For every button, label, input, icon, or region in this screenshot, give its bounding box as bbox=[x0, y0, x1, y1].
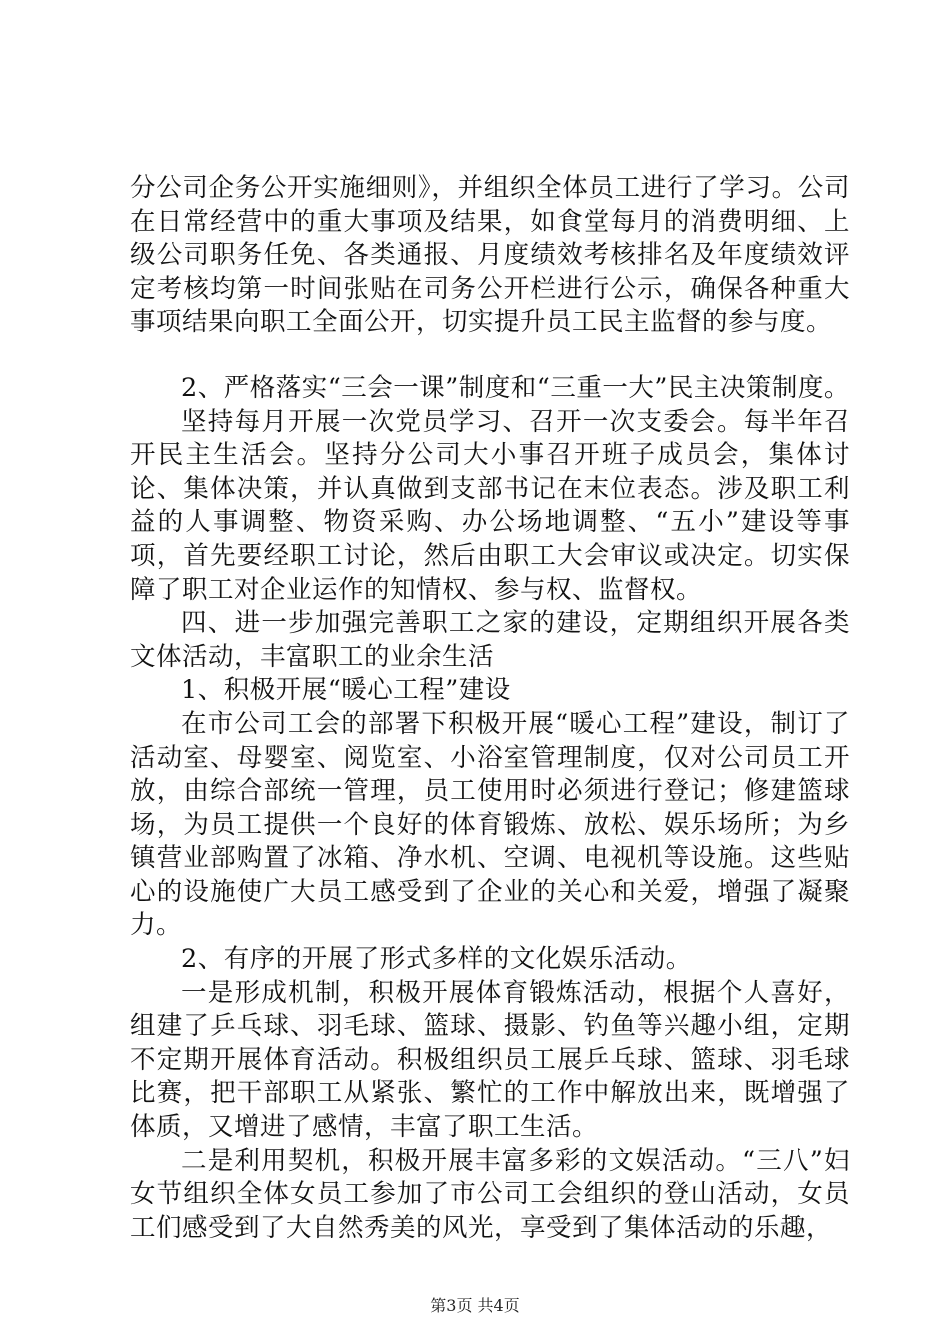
paragraph-meetings: 坚持每月开展一次党员学习、召开一次支委会。每半年召开民主生活会。坚持分公司大小事召开班子成员会，集体讨论、集体决策，并认真做到支部书记在末位表态。涉及职工利益的人事调整、物资采购、办公场地调整、“五小”建设等事项，首先要经职工讨论，然后由职工大会审议或决定。切实保障了职工对企业运作的知情权、参与权、监督权。 bbox=[130, 406, 850, 605]
heading-cultural-activities: 2、有序的开展了形式多样的文化娱乐活动。 bbox=[181, 944, 692, 975]
heading-democratic-decision: 2、严格落实“三会一课”制度和“三重一大”民主决策制度。 bbox=[181, 372, 850, 403]
paragraph-continuation: 分公司企务公开实施细则》，并组织全体员工进行了学习。公司在日常经营中的重大事项及结果，如食堂每月的消费明细、上级公司职务任免、各类通报、月度绩效考核排名及年度绩效评定考核均第一时间张贴在司务公开栏进行公示，确保各种重大事项结果向职工全面公开，切实提升员工民主监督的参与度。 bbox=[130, 173, 850, 338]
document-body bbox=[130, 172, 850, 1245]
paragraph-facilities: 在市公司工会的部署下积极开展“暖心工程”建设，制订了活动室、母婴室、阅览室、小浴室管理制度，仅对公司员工开放，由综合部统一管理，员工使用时必须进行登记；修建篮球场，为员工提供一个良好的体育锻炼、放松、娱乐场所；为乡镇营业部购置了冰箱、净水机、空调、电视机等设施。这些贴心的设施使广大员工感受到了企业的关心和关爱，增强了凝聚力。 bbox=[130, 708, 850, 941]
heading-warm-heart-project: 1、积极开展“暖心工程”建设 bbox=[181, 675, 511, 706]
paragraph-sports: 一是形成机制，积极开展体育锻炼活动，根据个人喜好，组建了乒乓球、羽毛球、篮球、摄影、钓鱼等兴趣小组，定期不定期开展体育活动。积极组织员工展乒乓球、篮球、羽毛球比赛，把干部职工从紧张、繁忙的工作中解放出来，既增强了体质，又增进了感情，丰富了职工生活。 bbox=[130, 977, 850, 1143]
page-number-footer: 第3页 共4页 bbox=[430, 1296, 520, 1315]
paragraph-entertainment: 二是利用契机，积极开展丰富多彩的文娱活动。“三八”妇女节组织全体女员工参加了市公司工会组织的登山活动，女员工们感受到了大自然秀美的风光，享受到了集体活动的乐趣， bbox=[130, 1145, 850, 1243]
heading-section-four: 四、进一步加强完善职工之家的建设，定期组织开展各类文体活动，丰富职工的业余生活 bbox=[130, 608, 850, 672]
